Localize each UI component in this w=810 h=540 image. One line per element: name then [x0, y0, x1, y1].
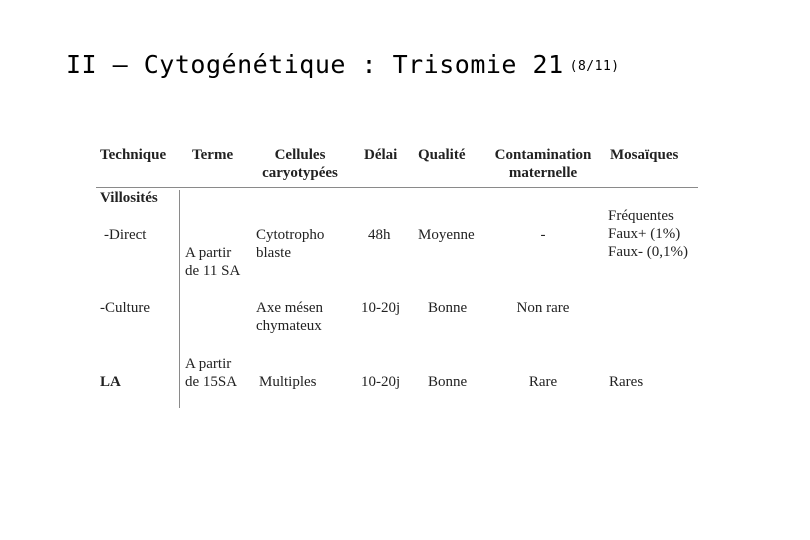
culture-cellules-line2: chymateux — [256, 318, 322, 334]
la-terme-line1: A partir — [185, 356, 232, 372]
header-cellules — [250, 146, 350, 182]
column-divider — [179, 190, 180, 408]
la-terme — [185, 355, 237, 391]
group-villosites: Villosités — [100, 190, 158, 206]
direct-technique: -Direct — [104, 227, 147, 243]
culture-cellules — [256, 299, 323, 335]
la-technique: LA — [100, 374, 121, 390]
header-contamination-line1: Contamination — [494, 147, 592, 163]
la-qualite: Bonne — [428, 374, 468, 390]
header-cellules-line1: Cellules — [274, 147, 326, 163]
direct-terme-line1: A partir — [185, 245, 232, 261]
la-mosaiques: Rares — [609, 374, 644, 390]
culture-delai: 10-20j — [361, 300, 401, 316]
direct-mosaiques-line3: Faux- (0,1%) — [608, 244, 688, 260]
header-terme: Terme — [192, 147, 234, 163]
direct-qualite: Moyenne — [418, 227, 475, 243]
culture-cellules-line1: Axe mésen — [256, 300, 324, 316]
direct-mosaiques-line1: Fréquentes — [608, 208, 674, 224]
slide-title-text: II – Cytogénétique : Trisomie 21 — [66, 50, 564, 79]
header-contamination-line2: maternelle — [508, 165, 578, 181]
direct-contamination: - — [540, 227, 546, 243]
header-technique: Technique — [100, 147, 167, 163]
la-cellules: Multiples — [259, 374, 317, 390]
header-cellules-line2: caryotypées — [262, 165, 338, 181]
direct-terme-line2: de 11 SA — [185, 263, 241, 279]
header-delai: Délai — [364, 147, 398, 163]
slide-counter: (8/11) — [569, 59, 620, 74]
direct-cellules — [256, 226, 324, 262]
direct-mosaiques-line2: Faux+ (1%) — [608, 226, 681, 242]
culture-contamination: Non rare — [516, 300, 570, 316]
header-qualite: Qualité — [418, 147, 466, 163]
direct-cellules-line2: blaste — [256, 245, 291, 261]
culture-technique: -Culture — [100, 300, 150, 316]
header-divider — [96, 187, 698, 188]
la-terme-line2: de 15SA — [185, 374, 238, 390]
direct-mosaiques — [608, 207, 688, 261]
direct-delai: 48h — [368, 227, 391, 243]
header-contamination — [487, 146, 599, 182]
header-mosaiques: Mosaïques — [610, 147, 679, 163]
direct-cellules-line1: Cytotropho — [256, 227, 325, 243]
la-delai: 10-20j — [361, 374, 401, 390]
direct-terme — [185, 244, 240, 280]
culture-qualite: Bonne — [428, 300, 468, 316]
la-contamination: Rare — [528, 374, 558, 390]
